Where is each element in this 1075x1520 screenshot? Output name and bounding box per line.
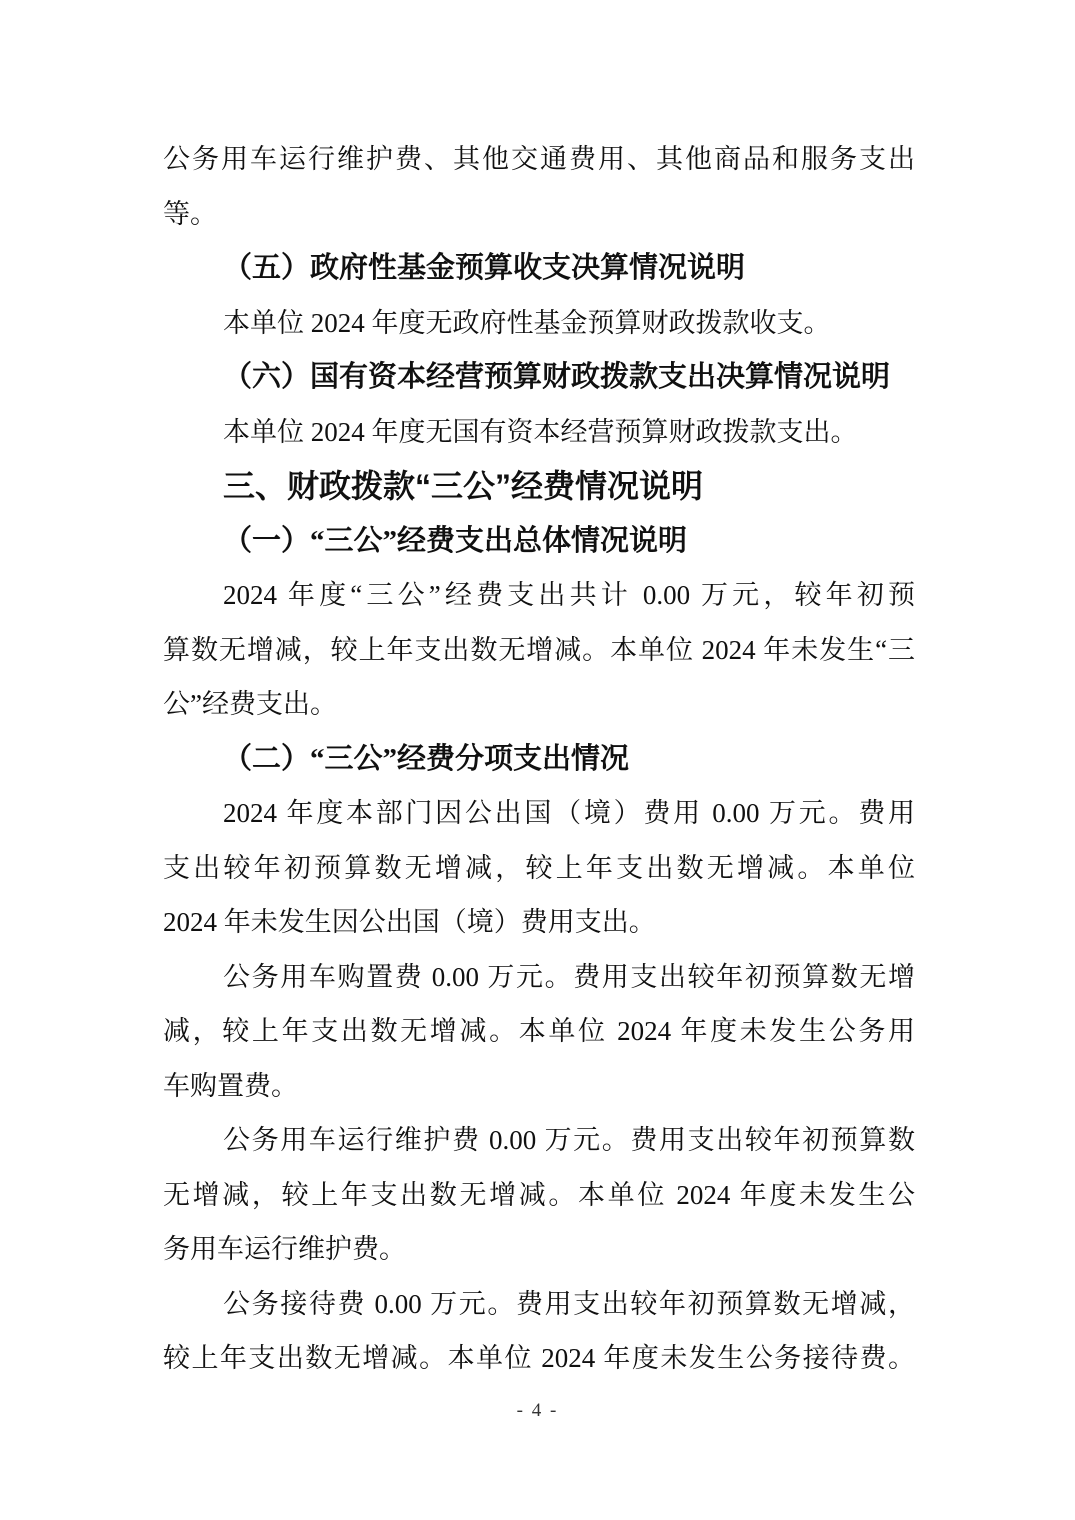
text-line: 2024 年度本部门因公出国（境）费用 0.00 万元。费用 [223,798,915,828]
section-heading-6: （六）国有资本经营预算财政拨款支出决算情况说明 [223,361,891,393]
text-line: 无增减，较上年支出数无增减。本单位 2024 年度未发生公 [163,1179,915,1210]
section-heading-2: （二）“三公”经费分项支出情况 [223,742,630,775]
chapter-heading-3: 三、财政拨款“三公”经费情况说明 [223,468,704,504]
document-body [163,132,915,1386]
text-line: 算数无增减，较上年支出数无增减。本单位 2024 年未发生“三 [163,634,915,665]
section-heading-5: （五）政府性基金预算收支决算情况说明 [223,252,746,284]
section-heading-1: （一）“三公”经费支出总体情况说明 [223,524,688,557]
text-line: 公”经费支出。 [163,689,337,719]
text-line: 减，较上年支出数无增减。本单位 2024 年度未发生公务用 [163,1016,915,1046]
text-line: 本单位 2024 年度无国有资本经营预算财政拨款支出。 [223,416,858,447]
page-number: - 4 - [516,1400,559,1421]
text-line: 公务接待费 0.00 万元。费用支出较年初预算数无增减， [223,1288,915,1319]
text-line: 本单位 2024 年度无政府性基金预算财政拨款收支。 [223,307,831,338]
text-line: 公务用车运行维护费 0.00 万元。费用支出较年初预算数 [223,1125,915,1155]
text-line: 2024 年未发生因公出国（境）费用支出。 [163,907,656,937]
text-line: 支出较年初预算数无增减，较上年支出数无增减。本单位 [163,852,915,883]
text-line: 公务用车购置费 0.00 万元。费用支出较年初预算数无增 [223,961,915,992]
text-line: 等。 [163,198,217,229]
text-line: 务用车运行维护费。 [163,1234,406,1264]
text-line: 2024 年度“三公”经费支出共计 0.00 万元，较年初预 [223,580,915,610]
text-line: 车购置费。 [163,1070,298,1101]
text-line: 较上年支出数无增减。本单位 2024 年度未发生公务接待费。 [163,1343,915,1373]
text-line: 公务用车运行维护费、其他交通费用、其他商品和服务支出 [163,144,915,174]
